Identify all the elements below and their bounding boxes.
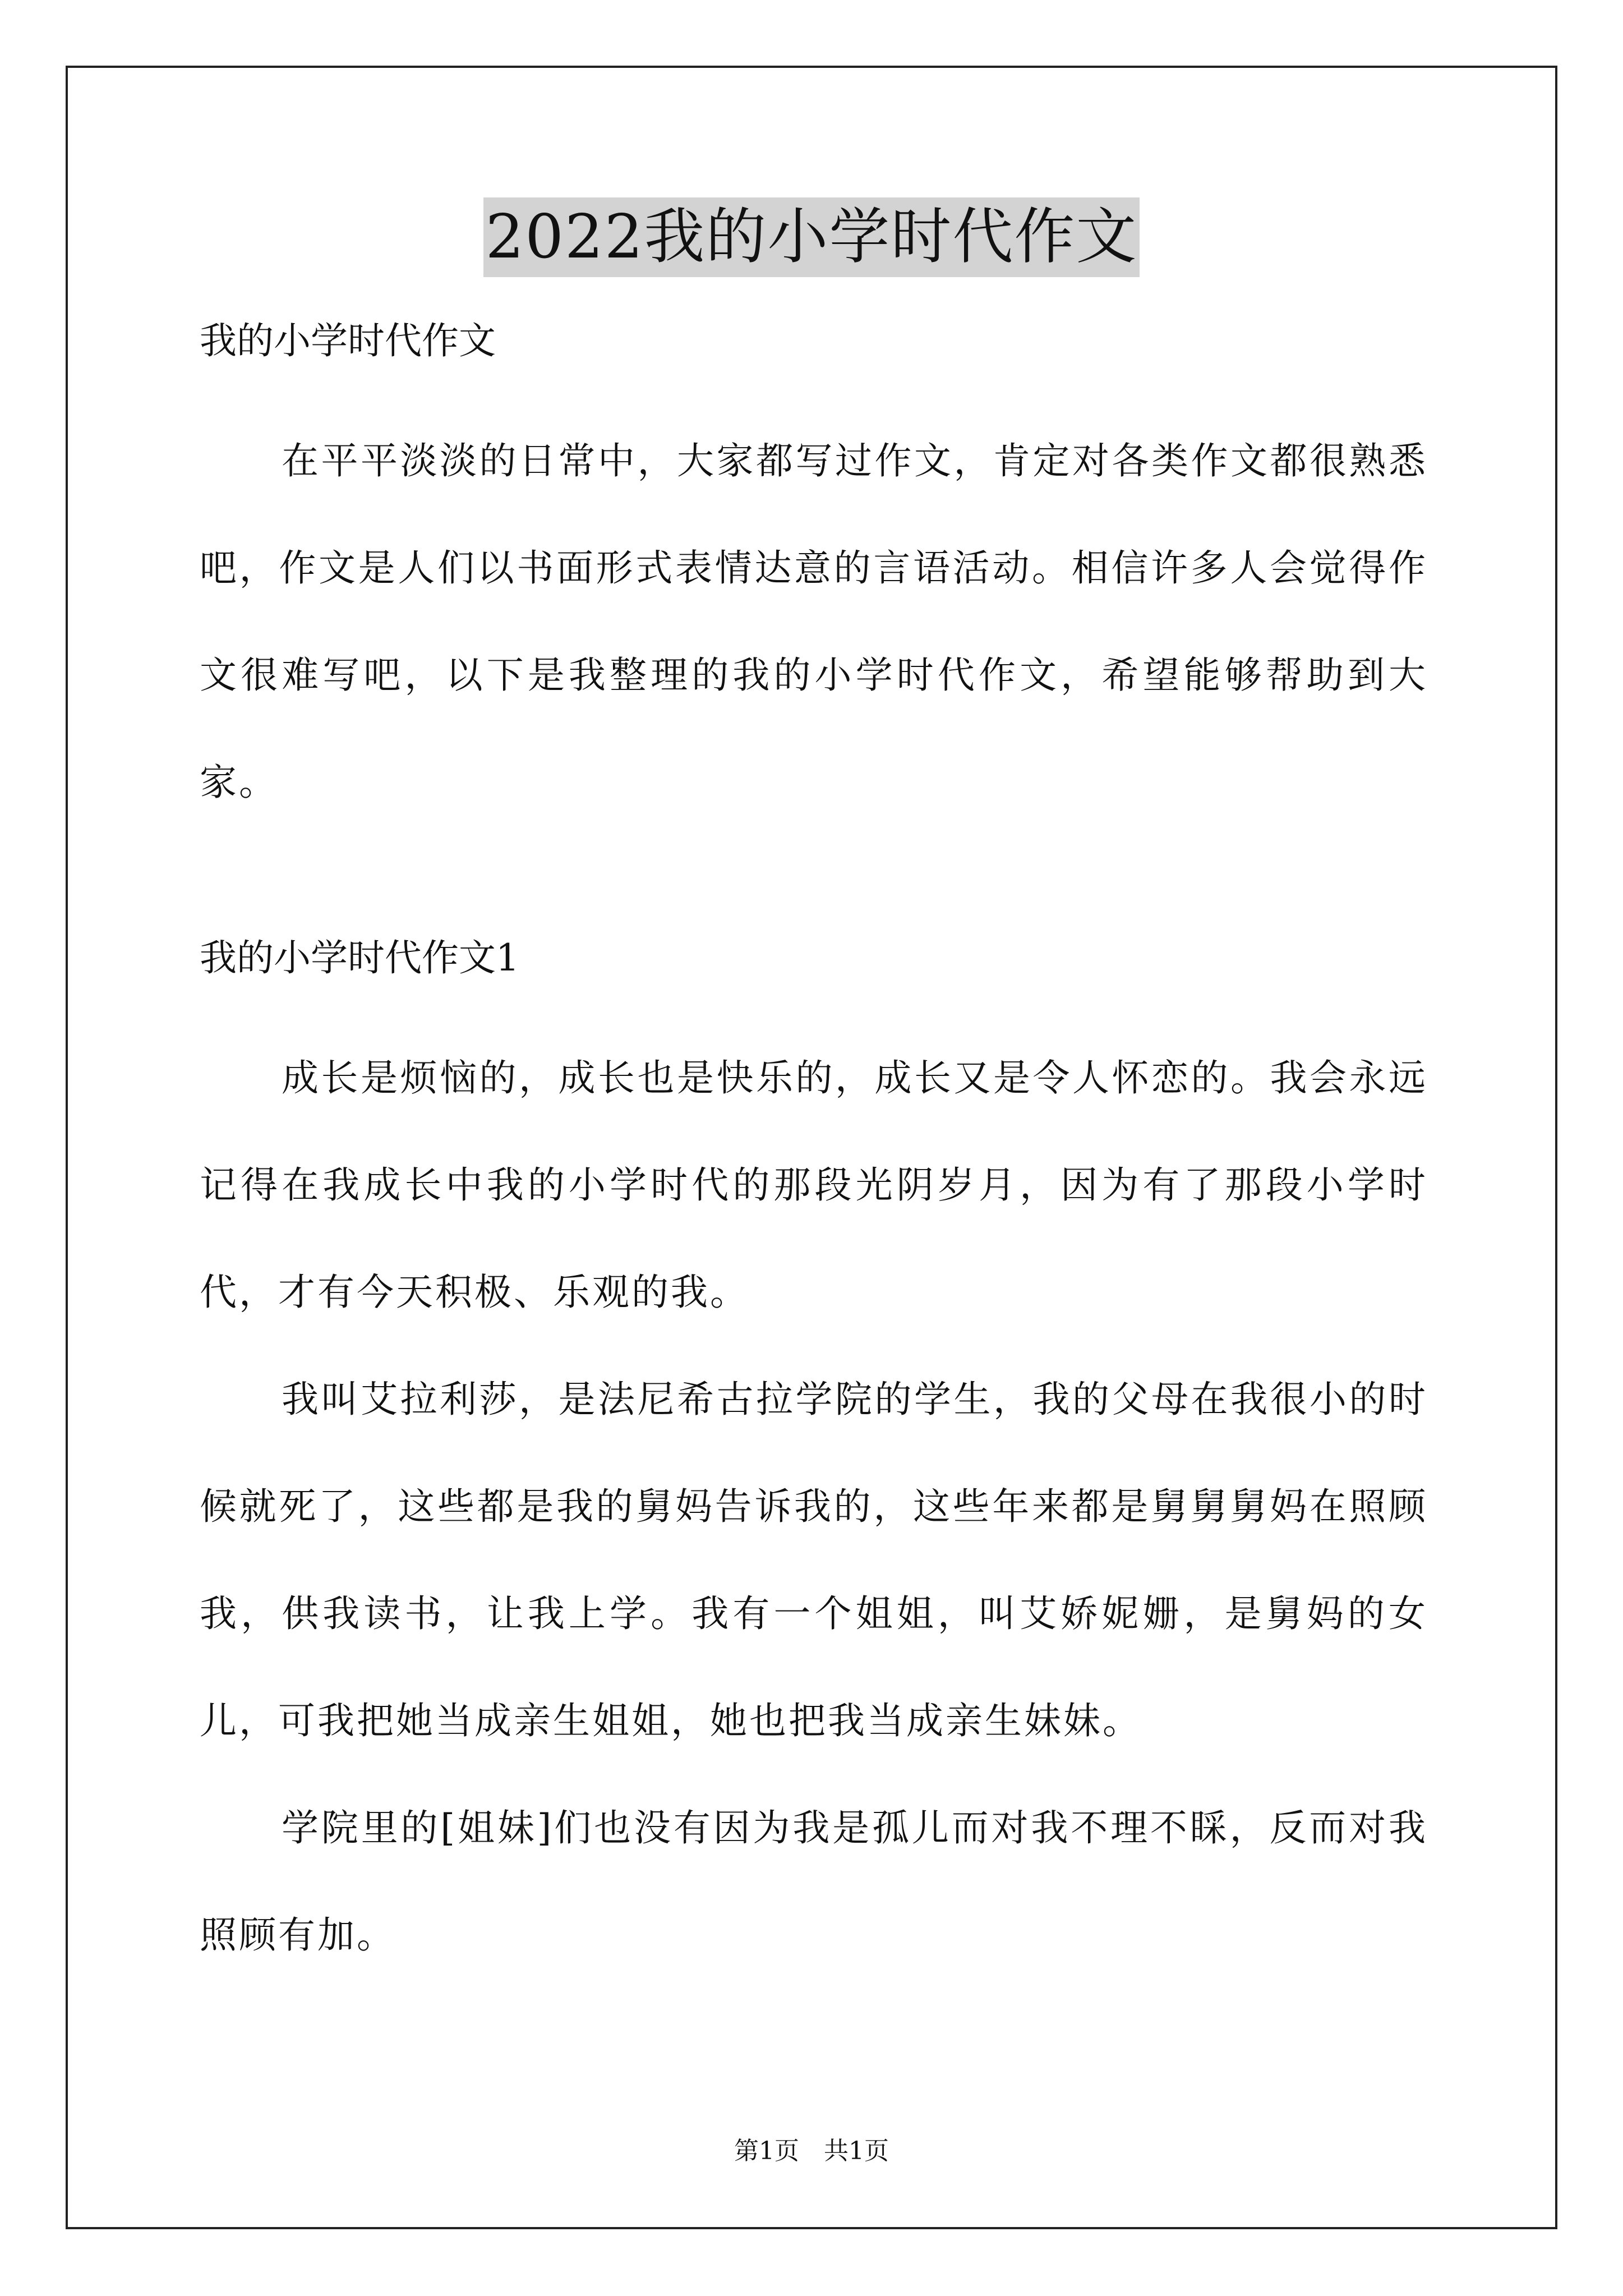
page-number: 第1页 共1页 xyxy=(734,2137,889,2165)
section-1-paragraph-3: 学院里的[姐妹]们也没有因为我是孤儿而对我不理不睬，反而对我照顾有加。 xyxy=(200,1806,1428,1957)
document-title: 2022我的小学时代作文 xyxy=(483,197,1140,277)
intro-heading: 我的小学时代作文 xyxy=(200,319,496,362)
intro-paragraph: 在平平淡淡的日常中，大家都写过作文，肯定对各类作文都很熟悉吧，作文是人们以书面形式表情达意的言语活动。相信许多人会觉得作文很难写吧，以下是我整理的我的小学时代作文，希望能够帮助到大家。 xyxy=(200,439,1428,804)
section-1-paragraph-1: 成长是烦恼的，成长也是快乐的，成长又是令人怀恋的。我会永远记得在我成长中我的小学时代的那段光阴岁月，因为有了那段小学时代，才有今天积极、乐观的我。 xyxy=(200,1056,1428,1314)
page-footer xyxy=(0,2134,1623,2168)
section-1-paragraph-2: 我叫艾拉利莎，是法尼希古拉学院的学生，我的父母在我很小的时候就死了，这些都是我的舅妈告诉我的，这些年来都是舅舅舅妈在照顾我，供我读书，让我上学。我有一个姐姐，叫艾娇妮姗，是舅妈的女儿，可我把她当成亲生姐姐，她也把我当成亲生妹妹。 xyxy=(200,1378,1428,1742)
title-area xyxy=(0,197,1623,277)
section-1-heading: 我的小学时代作文1 xyxy=(200,936,519,979)
document-body xyxy=(200,314,1428,1989)
